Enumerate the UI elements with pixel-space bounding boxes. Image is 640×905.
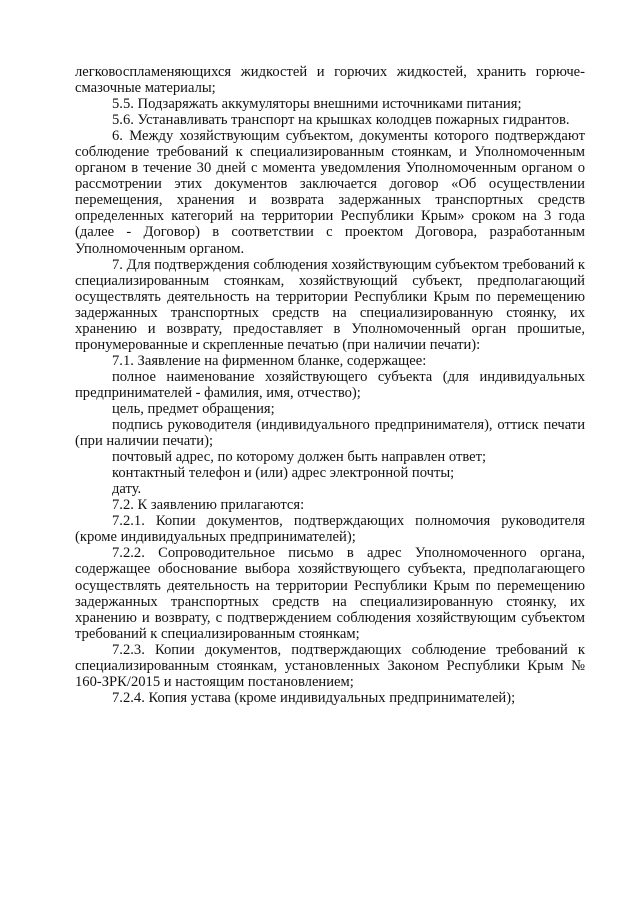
paragraph-7-2-2: 7.2.2. Сопроводительное письмо в адрес Уполномоченного органа, содержащее обоснование выбора хозяйствующего субъекта, предполагающего осуществлять деятельность на территории Республики Крым по перемещению задержанных транспортных средств на специализированную стоянку, их хранению и возврату, с подтверждением соблюдения хозяйствующим субъектом требований к специализированным стоянкам; [75,545,585,642]
paragraph-7-2: 7.2. К заявлению прилагаются: [112,497,305,514]
paragraph-7-1: 7.1. Заявление на фирменном бланке, содержащее: [112,352,427,369]
list-item-full-name: полное наименование хозяйствующего субъекта (для индивидуальных предпринимателей - фамилия, имя, отчество); [75,368,585,401]
paragraph-continuation: легковоспламеняющихся жидкостей и горючих жидкостей, хранить горюче-смазочные материалы; [75,64,585,97]
list-item-signature: подпись руководителя (индивидуального предпринимателя), оттиск печати (при наличии печати); [75,417,585,450]
list-item-date: дату. [112,481,142,498]
paragraph-7-2-3: 7.2.3. Копии документов, подтверждающих соблюдение требований к специализированным стоянкам, установленных Законом Республики Крым № 160-ЗРК/2015 и настоящим постановлением; [75,641,585,690]
paragraph-5-6: 5.6. Устанавливать транспорт на крышках колодцев пожарных гидрантов. [112,112,570,129]
document-body [75,64,585,706]
paragraph-7-2-4: 7.2.4. Копия устава (кроме индивидуальных предпринимателей); [112,689,516,706]
list-item-postal-address: почтовый адрес, по которому должен быть направлен ответ; [112,449,487,466]
paragraph-5-5: 5.5. Подзаряжать аккумуляторы внешними источниками питания; [112,96,522,113]
paragraph-7-2-1: 7.2.1. Копии документов, подтверждающих полномочия руководителя (кроме индивидуальных предпринимателей); [75,513,585,546]
paragraph-6: 6. Между хозяйствующим субъектом, документы которого подтверждают соблюдение требований к специализированным стоянкам, и Уполномоченным органом в течение 30 дней с момента уведомления Уполномоченным органом о рассмотрении этих документов заключается договор «Об осуществлении перемещения, хранения и возврата задержанных транспортных средств определенных категорий на территории Республики Крым» сроком на 3 года (далее - Договор) в соответствии с проектом Договора, разработанным Уполномоченным органом. [75,128,585,257]
list-item-contact: контактный телефон и (или) адрес электронной почты; [112,465,455,482]
list-item-purpose: цель, предмет обращения; [112,400,275,417]
paragraph-7: 7. Для подтверждения соблюдения хозяйствующим субъектом требований к специализированным стоянкам, хозяйствующий субъект, предполагающий осуществлять деятельность на территории Республики Крым по перемещению задержанных транспортных средств на специализированную стоянку, их хранению и возврату, предоставляет в Уполномоченный орган прошитые, пронумерованные и скрепленные печатью (при наличии печати): [75,256,585,353]
